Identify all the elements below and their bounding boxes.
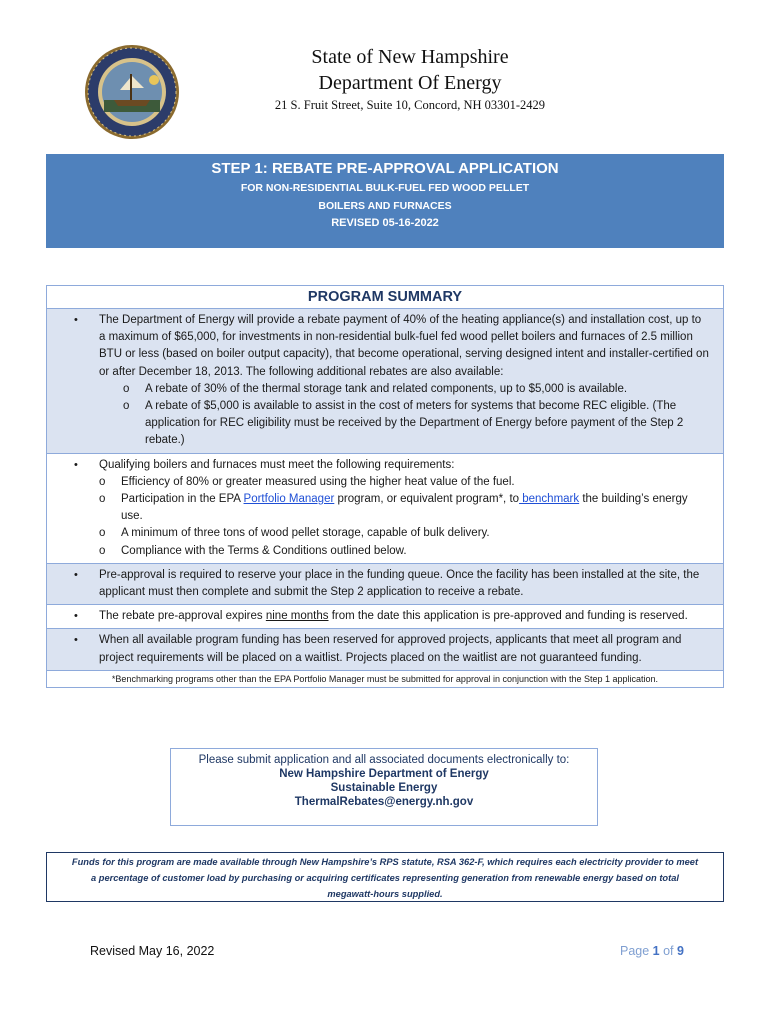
funding-statement: Funds for this program are made available through New Hampshire’s RPS statute, RSA 362-F, which requires each electricity provider to meet a percentage of customer load by purchasing or acquiring certificates representing generation from renewable energy based on total megawatt-hours supplied. bbox=[46, 852, 724, 902]
summary-row bbox=[47, 564, 723, 605]
footer-revised: Revised May 16, 2022 bbox=[90, 944, 215, 958]
submit-email[interactable]: ThermalRebates@energy.nh.gov bbox=[294, 796, 474, 808]
banner-revised: REVISED 05-16-2022 bbox=[331, 217, 439, 229]
sub-item: o Efficiency of 80% or greater measured using the higher heat value of the fuel. bbox=[99, 475, 515, 488]
header-department: Department Of Energy bbox=[318, 72, 502, 94]
bullet-marker: • bbox=[74, 568, 78, 581]
summary-row bbox=[47, 309, 723, 454]
sub-item: o A minimum of three tons of wood pellet storage, capable of bulk delivery. bbox=[99, 527, 490, 540]
requirements-intro: Qualifying boilers and furnaces must meet the following requirements: bbox=[99, 458, 455, 471]
header-address: 21 S. Fruit Street, Suite 10, Concord, NH 03301-2429 bbox=[274, 98, 546, 112]
submit-org: New Hampshire Department of Energy bbox=[279, 768, 489, 780]
program-summary-title: PROGRAM SUMMARY bbox=[47, 286, 723, 309]
waitlist-note: When all available program funding has been reserved for approved projects, applicants that meet all program and project requirements will be placed on a waitlist. Projects placed on the waitlist are not guaranteed funding. bbox=[99, 634, 682, 664]
banner-title: STEP 1: REBATE PRE-APPROVAL APPLICATION bbox=[211, 160, 559, 177]
portfolio-manager-link[interactable]: Portfolio Manager bbox=[243, 493, 335, 506]
title-banner bbox=[46, 154, 724, 248]
header-state: State of New Hampshire bbox=[311, 46, 509, 68]
sub-item: o A rebate of 30% of the thermal storage tank and related components, up to $5,000 is available. bbox=[123, 382, 628, 395]
page-number: Page 1 of 9 bbox=[620, 944, 684, 958]
sub-item: o Compliance with the Terms & Conditions outlined below. bbox=[99, 544, 407, 557]
submit-unit: Sustainable Energy bbox=[330, 782, 438, 794]
sub-item: o A rebate of $5,000 is available to assist in the cost of meters for systems that become REC eligible. (The application for REC eligibility must be received by the Department of Energy before payment of the Step 2 rebate.) bbox=[123, 400, 684, 447]
benchmark-link[interactable]: benchmark bbox=[519, 493, 580, 506]
bullet-marker: • bbox=[74, 314, 78, 326]
state-seal-logo bbox=[84, 44, 180, 140]
summary-row bbox=[47, 454, 723, 564]
submit-intro: Please submit application and all associated documents electronically to: bbox=[198, 754, 570, 766]
summary-row bbox=[47, 605, 723, 629]
program-summary-table bbox=[46, 285, 724, 688]
summary-row bbox=[47, 629, 723, 670]
bullet-marker: • bbox=[74, 634, 78, 647]
bullet-marker: • bbox=[74, 458, 78, 471]
banner-subtitle-2: BOILERS AND FURNACES bbox=[318, 200, 452, 212]
rebate-description: The Department of Energy will provide a rebate payment of 40% of the heating appliance(s) and installation cost, up to a maximum of $65,000, for investments in non-residential bulk-fuel fed wood pellet boilers and furnaces of 2.5 million BTU or less (based on boiler output capacity), that become operational, serving designed intent and installer-certified on or after December 18, 2013. The following additional rebates are also available: bbox=[99, 314, 709, 378]
submission-box bbox=[170, 748, 598, 826]
sub-item: o Participation in the EPA Portfolio Manager program, or equivalent program*, to benchmark the building’s energy use. bbox=[99, 493, 688, 523]
bullet-marker: • bbox=[74, 610, 78, 623]
pre-approval-note: Pre-approval is required to reserve your place in the funding queue. Once the facility has been installed at the site, the applicant must then complete and submit the Step 2 application to receive a rebate. bbox=[99, 568, 700, 599]
expiration-note: The rebate pre-approval expires nine months from the date this application is pre-approved and funding is reserved. bbox=[99, 610, 688, 623]
banner-subtitle-1: FOR NON-RESIDENTIAL BULK-FUEL FED WOOD PELLET bbox=[240, 182, 530, 194]
benchmark-footnote: *Benchmarking programs other than the EPA Portfolio Manager must be submitted for approval in conjunction with the Step 1 application. bbox=[47, 671, 723, 687]
